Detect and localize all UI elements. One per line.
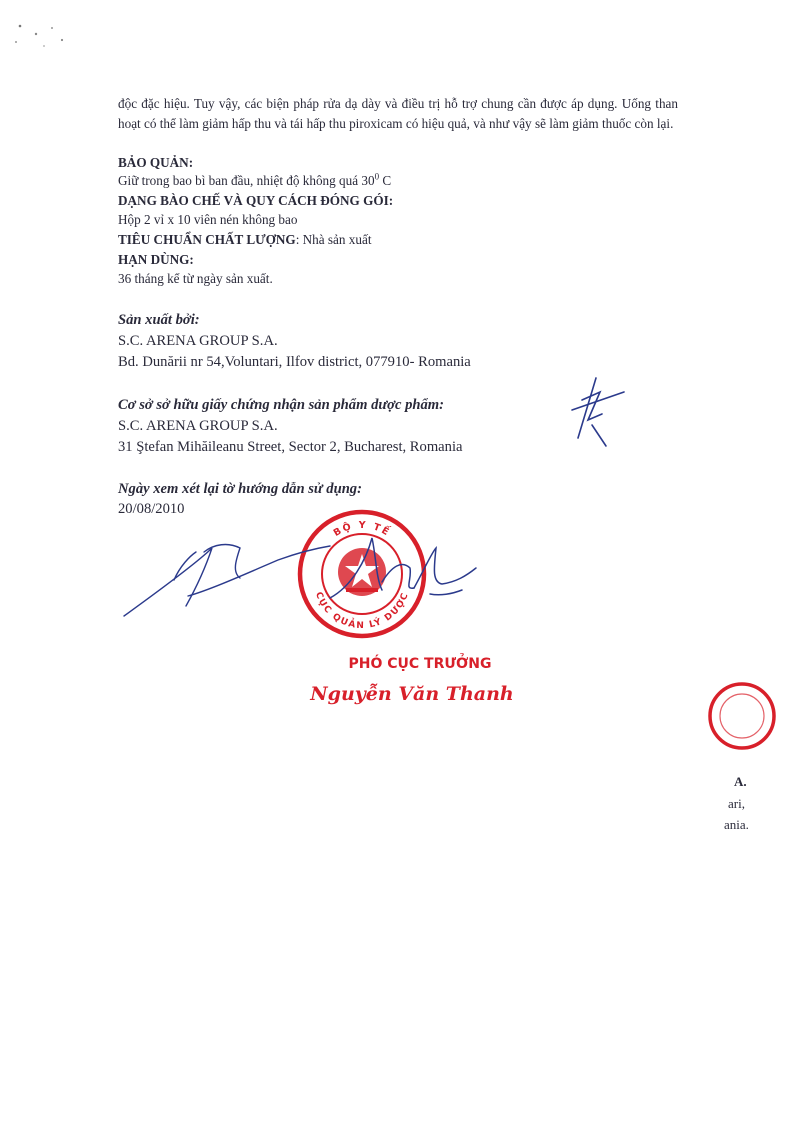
official-stamp [300,512,424,636]
partial-stamp-right [710,684,774,748]
manufacturer-address: Bd. Dunării nr 54,Voluntari, Ilfov district, 077910- Romania [118,354,471,370]
emblem-icon [338,548,386,596]
license-holder-address: 31 Ştefan Mihăileanu Street, Sector 2, Bucharest, Romania [118,439,463,455]
quality-heading: TIÊU CHUẨN CHẤT LƯỢNG [118,232,296,247]
storage-unit: C [379,173,392,188]
revision-date: 20/08/2010 [118,501,185,517]
stamp-title: PHÓ CỤC TRƯỞNG [348,656,492,672]
shelf-life-text: 36 tháng kể từ ngày sản xuất. [118,271,273,286]
shelf-life-heading: HẠN DÙNG: [118,252,194,267]
stamp-ring-top: BỘ Y TẾ [331,519,393,539]
manufacturer-heading: Sản xuất bởi: [118,312,200,328]
quality-text: : Nhà sản xuất [295,232,372,247]
svg-text:BỘ Y TẾ [332,520,394,539]
storage-heading: BẢO QUẢN: [118,155,194,170]
initials-mark [572,378,624,446]
dosage-form-text: Hộp 2 vỉ x 10 viên nén không bao [118,212,298,227]
manufacturer-name: S.C. ARENA GROUP S.A. [118,333,278,349]
license-holder-heading: Cơ sở sở hữu giấy chứng nhận sản phẩm dược phẩm: [118,397,444,413]
intro-paragraph: độc đặc hiệu. Tuy vậy, các biện pháp rửa dạ dày và điều trị hỗ trợ chung cần được áp dụng. Uống than hoạt có thể làm giảm hấp thu và tái hấp thu piroxicam có hiệu quả, và như vậy sẽ làm giảm thuốc còn lại. [118,96,678,131]
license-holder-name: S.C. ARENA GROUP S.A. [118,418,278,434]
degree-mark: 0 [374,171,380,182]
stamp-ring-bottom: CỤC QUẢN LÝ DƯỢC [312,590,412,632]
revision-heading: Ngày xem xét lại tờ hướng dẫn sử dụng: [118,481,362,497]
stamp-signer: Nguyễn Văn Thanh [310,683,514,705]
storage-text-main: Giữ trong bao bì ban đầu, nhiệt độ không quá 30 [118,173,375,188]
edge-fragment-1: A. [734,774,747,789]
dosage-form-heading: DẠNG BÀO CHẾ VÀ QUY CÁCH ĐÓNG GÓI: [118,193,394,208]
edge-fragment-3: ania. [724,817,749,832]
edge-fragment-2: ari, [728,796,745,811]
